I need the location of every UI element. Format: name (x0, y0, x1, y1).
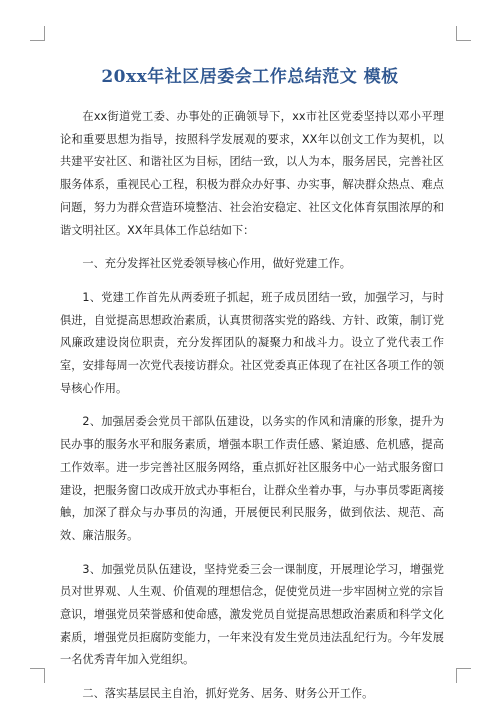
paragraph-item-2: 2、加强居委会党员干部队伍建设，以务实的作风和清廉的形象，提升为民办事的服务水平和服务素质，增强本职工作责任感、紧迫感、危机感，提高工作效率。进一步完善社区服务网络，重点抓好社区服务中心一站式服务窗口建设，把服务窗口改成开放式办事柜台，让群众坐着办事，与办事员零距离接触，加深了群众与办事员的沟通，开展便民利民服务，做到依法、规范、高效、廉洁服务。 (60, 415, 444, 542)
paragraph-item-3: 3、加强党员队伍建设，坚持党委三会一课制度，开展理论学习，增强党员对世界观、人生观、价值观的理想信念，促使党员进一步牢固树立党的宗旨意识，增强党员荣誉感和使命感，激发党员自觉提高思想政治素质和科学文化素质，增强党员拒腐防变能力，一年来没有发生党员违法乱纪行为。今年发展一名优秀青年加入党组织。 (60, 562, 444, 667)
crop-mark-top-left (30, 26, 45, 41)
document-body (60, 106, 444, 717)
paragraph-item-1: 1、党建工作首先从两委班子抓起，班子成员团结一致，加强学习，与时俱进，自觉提高思想政治素质，认真贯彻落实党的路线、方针、政策，制订党风廉政建设岗位职责，充分发挥团队的凝聚力和战斗力。设立了党代表工作室，安排每周一次党代表接访群众。社区党委真正体现了在社区各项工作的领导核心作用。 (60, 290, 444, 395)
intro-paragraph: 在xx街道党工委、办事处的正确领导下，xx市社区党委坚持以邓小平理论和重要思想为指导，按照科学发展观的要求，XX年以创文工作为契机，以共建平安社区、和谐社区为目标，团结一致，以人为本，服务居民，完善社区服务体系，重视民心工程，积极为群众办好事、办实事，解决群众热点、难点问题，努力为群众营造环境整洁、社会治安稳定、社区文化体育氛围浓厚的和谐文明社区。XX年具体工作总结如下： (60, 110, 444, 237)
crop-mark-top-right (456, 26, 471, 41)
section-heading-2: 二、落实基层民主自治，抓好党务、居务、财务公开工作。 (82, 687, 374, 701)
crop-mark-bottom-left (30, 668, 45, 683)
section-heading-1: 一、充分发挥社区党委领导核心作用，做好党建工作。 (82, 257, 351, 271)
crop-mark-bottom-right (456, 668, 471, 683)
document-title: 20xx年社区居委会工作总结范文 模板 (101, 67, 399, 87)
